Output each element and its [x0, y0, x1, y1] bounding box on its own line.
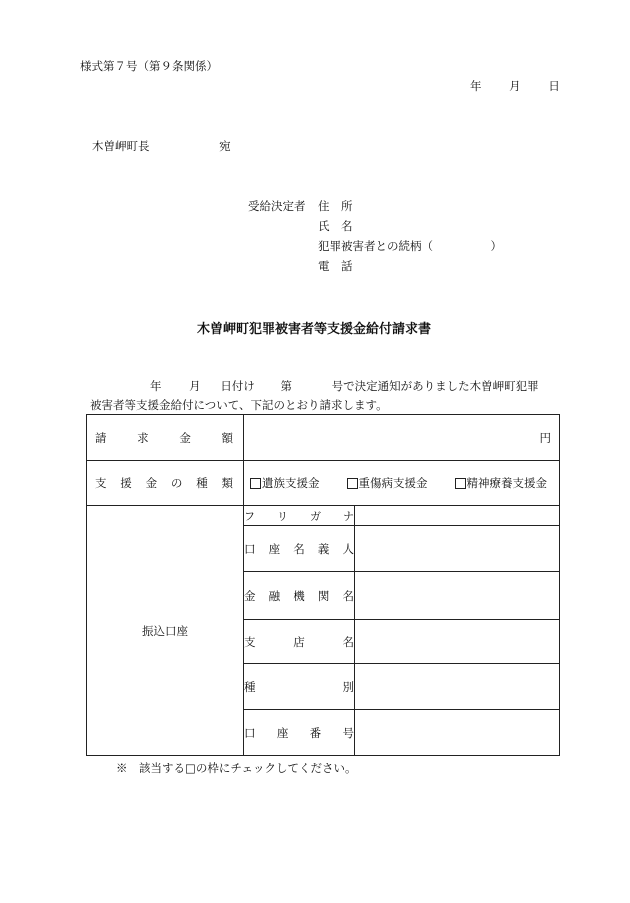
- type-label-cell: [87, 461, 244, 506]
- bank-label-cell: [244, 572, 355, 620]
- branch-label: 支 店 名: [244, 634, 354, 649]
- holder-label-cell: [244, 526, 355, 572]
- intro-rest: 号で決定通知がありました木曽岬町犯罪: [331, 379, 539, 393]
- type-label: 支 援 金 の 種 類: [95, 476, 233, 490]
- applicant-phone-label: 電 話: [318, 259, 353, 273]
- account-row-furigana: [87, 506, 560, 526]
- type-options-cell: [244, 461, 560, 506]
- amount-label-cell: [87, 415, 244, 461]
- amount-row: [87, 415, 560, 461]
- checkbox-icon[interactable]: [455, 478, 466, 489]
- intro-number-prefix: 第: [280, 379, 292, 393]
- claim-table: [86, 414, 560, 756]
- amount-value-cell[interactable]: [244, 415, 560, 461]
- applicant-relation-label: 犯罪被害者との続柄（ ）: [318, 239, 502, 253]
- intro-month: 月: [189, 379, 201, 393]
- addressee-name: 木曽岬町長: [92, 139, 150, 153]
- furigana-label-cell: [244, 506, 355, 526]
- account-number-label-cell: [244, 710, 355, 756]
- bank-label: 金 融 機 関 名: [244, 588, 354, 603]
- branch-label-cell: [244, 620, 355, 664]
- account-type-input[interactable]: [355, 664, 560, 710]
- date-day: 日: [548, 79, 560, 93]
- account-number-input[interactable]: [355, 710, 560, 756]
- account-label-cell: [87, 506, 244, 756]
- amount-label: 請 求 金 額: [95, 430, 233, 445]
- intro-year: 年: [150, 379, 162, 393]
- type-serious-injury-label: 重傷病支援金: [358, 476, 428, 490]
- date-month: 月: [509, 79, 521, 93]
- holder-label: 口 座 名 義 人: [244, 541, 354, 556]
- account-label: 振込口座: [142, 623, 188, 638]
- applicant-address-label: 住 所: [318, 199, 353, 213]
- addressee-suffix: 宛: [219, 139, 231, 153]
- furigana-input[interactable]: [355, 506, 560, 526]
- type-row: [87, 461, 560, 506]
- account-type-label: 種 別: [244, 679, 354, 694]
- type-serious-injury-option[interactable]: [347, 475, 428, 491]
- document-title: 木曽岬町犯罪被害者等支援金給付請求書: [197, 322, 432, 337]
- note: ※ 該当する□の枠にチェックしてください。: [116, 761, 357, 775]
- type-mental-care-option[interactable]: [455, 475, 548, 491]
- bank-input[interactable]: [355, 572, 560, 620]
- intro-date: 日付け: [220, 379, 255, 393]
- checkbox-icon[interactable]: [250, 478, 261, 489]
- furigana-label: フ リ ガ ナ: [244, 509, 354, 523]
- intro-line-1: [150, 378, 539, 394]
- addressee: [92, 138, 231, 154]
- type-bereaved-option[interactable]: [250, 475, 320, 491]
- date-year: 年: [470, 79, 482, 93]
- branch-input[interactable]: [355, 620, 560, 664]
- applicant-name-label: 氏 名: [318, 219, 353, 233]
- applicant-label: 受給決定者: [248, 199, 306, 213]
- account-type-label-cell: [244, 664, 355, 710]
- form-number: 様式第７号（第９条関係）: [80, 59, 218, 73]
- date-line: [470, 78, 560, 94]
- holder-input[interactable]: [355, 526, 560, 572]
- intro-line-2: 被害者等支援金給付について、下記のとおり請求します。: [90, 398, 388, 412]
- amount-unit: 円: [539, 430, 551, 445]
- checkbox-icon[interactable]: [347, 478, 358, 489]
- type-mental-care-label: 精神療養支援金: [466, 476, 547, 490]
- account-number-label: 口 座 番 号: [244, 725, 354, 740]
- type-bereaved-label: 遺族支援金: [262, 476, 320, 490]
